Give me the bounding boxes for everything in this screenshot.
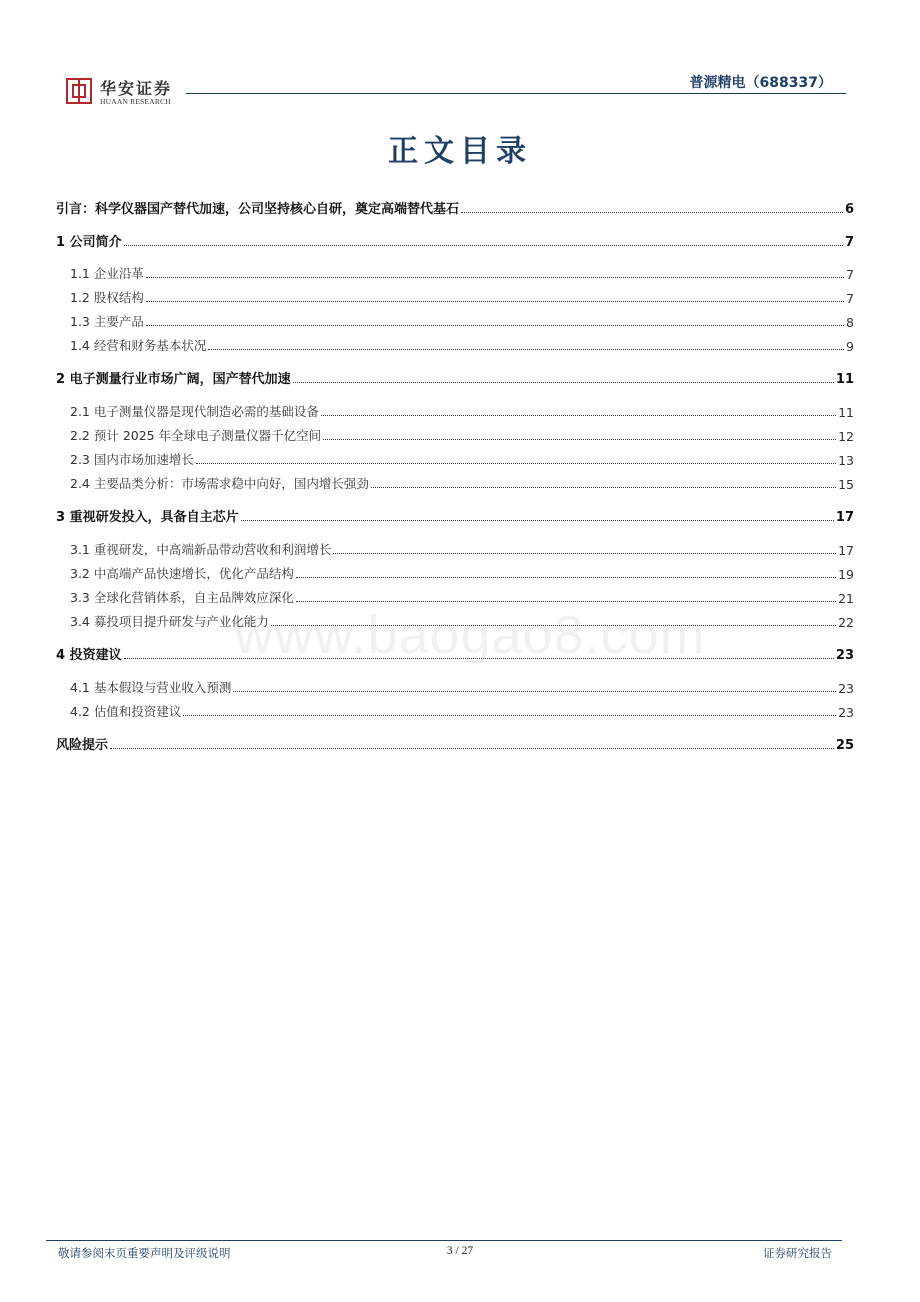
toc-dot-leader [124, 244, 843, 246]
toc-dot-leader [208, 348, 844, 350]
toc-dot-leader [196, 462, 836, 464]
toc-entry-page: 17 [835, 510, 854, 525]
toc-entry-label: 3.3 全球化营销体系，自主品牌效应深化 [70, 590, 294, 605]
toc-entry-label: 1.4 经营和财务基本状况 [70, 338, 207, 353]
toc-entry-label: 2.3 国内市场加速增长 [70, 452, 194, 467]
toc-entry-label: 4 投资建议 [56, 648, 122, 663]
toc-entry-label: 2.1 电子测量仪器是现代制造必需的基础设备 [70, 404, 319, 419]
toc-dot-leader [233, 690, 836, 692]
toc-chapter-entry[interactable] [56, 365, 854, 387]
page-number: 3 / 27 [446, 1245, 474, 1257]
toc-entry-page: 17 [838, 543, 854, 558]
logo-seal-icon [66, 78, 92, 104]
toc-entry-label: 3.1 重视研发，中高端新品带动营收和利润增长 [70, 542, 332, 557]
toc-entry-page: 7 [846, 291, 854, 306]
toc-entry-label: 1.2 股权结构 [70, 290, 144, 305]
toc-section-entry[interactable] [70, 674, 854, 696]
company-logo [66, 76, 186, 110]
toc-entry-page: 11 [838, 405, 854, 420]
toc-entry-page: 12 [838, 429, 854, 444]
toc-section-entry[interactable] [70, 260, 854, 282]
toc-dot-leader [461, 211, 843, 213]
toc-entry-page: 9 [846, 339, 854, 354]
toc-entry-page: 21 [838, 591, 854, 606]
toc-section-entry[interactable] [70, 284, 854, 306]
logo-cn-text: 华安证券 [100, 79, 173, 98]
toc-section-entry[interactable] [70, 308, 854, 330]
toc-entry-label: 1 公司简介 [56, 235, 122, 250]
page-title: 正文目录 [388, 134, 532, 169]
toc-section-entry[interactable] [70, 560, 854, 582]
toc-chapter-entry[interactable] [56, 641, 854, 663]
toc-section-entry[interactable] [70, 398, 854, 420]
toc-entry-page: 19 [838, 567, 854, 582]
toc-entry-page: 23 [838, 705, 854, 720]
toc-dot-leader [146, 300, 844, 302]
toc-section-entry[interactable] [70, 422, 854, 444]
toc-chapter-entry[interactable] [56, 195, 854, 217]
toc-entry-label: 风险提示 [56, 738, 109, 753]
toc-entry-label: 1.1 企业沿革 [70, 266, 144, 281]
header-company-name: 普源精电（688337） [689, 75, 832, 91]
toc-section-entry[interactable] [70, 584, 854, 606]
toc-entry-page: 22 [838, 615, 854, 630]
toc-entry-page: 8 [846, 315, 854, 330]
toc-dot-leader [296, 576, 836, 578]
footer-divider [46, 1240, 842, 1241]
toc-entry-label: 3.2 中高端产品快速增长，优化产品结构 [70, 566, 294, 581]
toc-dot-leader [110, 747, 834, 749]
toc-entry-page: 11 [835, 372, 854, 387]
toc-entry-page: 7 [846, 267, 854, 282]
header-divider [186, 93, 846, 94]
toc-chapter-entry[interactable] [56, 731, 854, 753]
toc-entry-label: 2.4 主要品类分析：市场需求稳中向好，国内增长强劲 [70, 476, 369, 491]
toc-dot-leader [293, 381, 834, 383]
watermark: www.baogao8.com [234, 605, 706, 665]
toc-entry-label: 1.3 主要产品 [70, 314, 144, 329]
toc-section-entry[interactable] [70, 536, 854, 558]
toc-dot-leader [124, 657, 834, 659]
toc-section-entry[interactable] [70, 698, 854, 720]
toc-chapter-entry[interactable] [56, 228, 854, 250]
toc-entry-label: 4.1 基本假设与营业收入预测 [70, 680, 232, 695]
toc-dot-leader [333, 552, 836, 554]
toc-entry-label: 3.4 募投项目提升研发与产业化能力 [70, 614, 269, 629]
footer-report-type: 证券研究报告 [763, 1246, 832, 1260]
toc-section-entry[interactable] [70, 470, 854, 492]
toc-dot-leader [146, 276, 844, 278]
toc-section-entry[interactable] [70, 446, 854, 468]
logo-en-text: HUAAN RESEARCH [100, 97, 171, 106]
toc-dot-leader [321, 414, 836, 416]
toc-entry-page: 7 [844, 235, 854, 250]
footer-disclaimer: 敬请参阅末页重要声明及评级说明 [58, 1246, 231, 1260]
toc-entry-label: 2 电子测量行业市场广阔，国产替代加速 [56, 372, 291, 387]
toc-entry-page: 23 [835, 648, 854, 663]
toc-dot-leader [271, 624, 836, 626]
toc-dot-leader [371, 486, 836, 488]
toc-chapter-entry[interactable] [56, 503, 854, 525]
toc-dot-leader [183, 714, 836, 716]
toc-entry-label: 3 重视研发投入，具备自主芯片 [56, 510, 239, 525]
toc-entry-page: 15 [838, 477, 854, 492]
page-header [0, 0, 920, 110]
toc-section-entry[interactable] [70, 608, 854, 630]
toc-dot-leader [241, 519, 834, 521]
toc-dot-leader [146, 324, 844, 326]
toc-entry-label: 4.2 估值和投资建议 [70, 704, 182, 719]
toc-entry-page: 23 [838, 681, 854, 696]
toc-entry-label: 2.2 预计 2025 年全球电子测量仪器千亿空间 [70, 428, 322, 443]
toc-entry-page: 6 [844, 202, 854, 217]
toc-entry-page: 13 [838, 453, 854, 468]
toc-entry-label: 引言：科学仪器国产替代加速，公司坚持核心自研，奠定高端替代基石 [56, 202, 460, 217]
toc-section-entry[interactable] [70, 332, 854, 354]
toc-entry-page: 25 [835, 738, 854, 753]
toc-dot-leader [296, 600, 836, 602]
toc-dot-leader [323, 438, 836, 440]
